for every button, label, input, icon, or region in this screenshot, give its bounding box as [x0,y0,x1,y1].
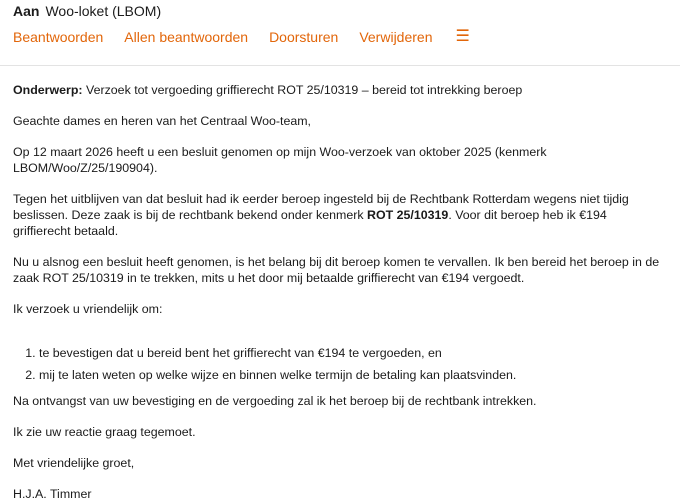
paragraph-withdrawal: Nu u alsnog een besluit heeft genomen, is het belang bij dit beroep komen te vervallen. Ik ben bereid het beroep in de zaak ROT 25/10319 in te trekken, mits u het door mij betaalde griffierecht van €194 vergoedt. [13,255,660,285]
request-list [13,345,663,383]
paragraph-awaiting: Ik zie uw reactie graag tegemoet. [13,425,196,439]
paragraph-request-intro: Ik verzoek u vriendelijk om: [13,302,163,316]
subject-text: Verzoek tot vergoeding griffierecht ROT 25/10319 – bereid tot intrekking beroep [86,83,523,97]
paragraph-appeal [13,191,663,239]
message-header [0,0,680,66]
salutation: Geachte dames en heren van het Centraal Woo-team, [13,114,312,128]
to-label: Aan [13,3,40,19]
reply-button[interactable]: Beantwoorden [13,29,104,45]
paragraph-decision: Op 12 maart 2026 heeft u een besluit genomen op mijn Woo-verzoek van oktober 2025 (kenmerk LBOM/Woo/Z/25/190904). [13,145,547,175]
signature: H.J.A. Timmer [13,487,92,500]
reply-all-button[interactable]: Allen beantwoorden [124,29,249,45]
message-toolbar [13,27,470,47]
recipient-name[interactable]: Woo-loket (LBOM) [45,3,162,19]
list-item: 2. mij te laten weten op welke wijze en binnen welke termijn de betaling kan plaatsvinden. [39,367,663,383]
hamburger-menu-icon[interactable]: ☰ [455,28,470,45]
closing: Met vriendelijke groet, [13,456,135,470]
paragraph-followup: Na ontvangst van uw bevestiging en de vergoeding zal ik het beroep bij de rechtbank intrekken. [13,394,537,408]
delete-button[interactable]: Verwijderen [359,29,433,45]
recipient-line [13,2,161,20]
list-item: 1. te bevestigen dat u bereid bent het griffierecht van €194 te vergoeden, en [39,345,663,361]
case-number: ROT 25/10319 [367,208,449,222]
paragraph-appeal-text-b: . Voor dit beroep heb ik €194 griffierecht betaald. [13,208,607,238]
message-body [13,82,663,500]
subject-line [13,82,663,98]
forward-button[interactable]: Doorsturen [269,29,339,45]
subject-label: Onderwerp: [13,83,83,97]
paragraph-appeal-text-a: Tegen het uitblijven van dat besluit had ik eerder beroep ingesteld bij de Rechtbank Rotterdam wegens niet tijdig beslissen. Deze zaak is bij de rechtbank bekend onder kenmerk [13,192,629,222]
